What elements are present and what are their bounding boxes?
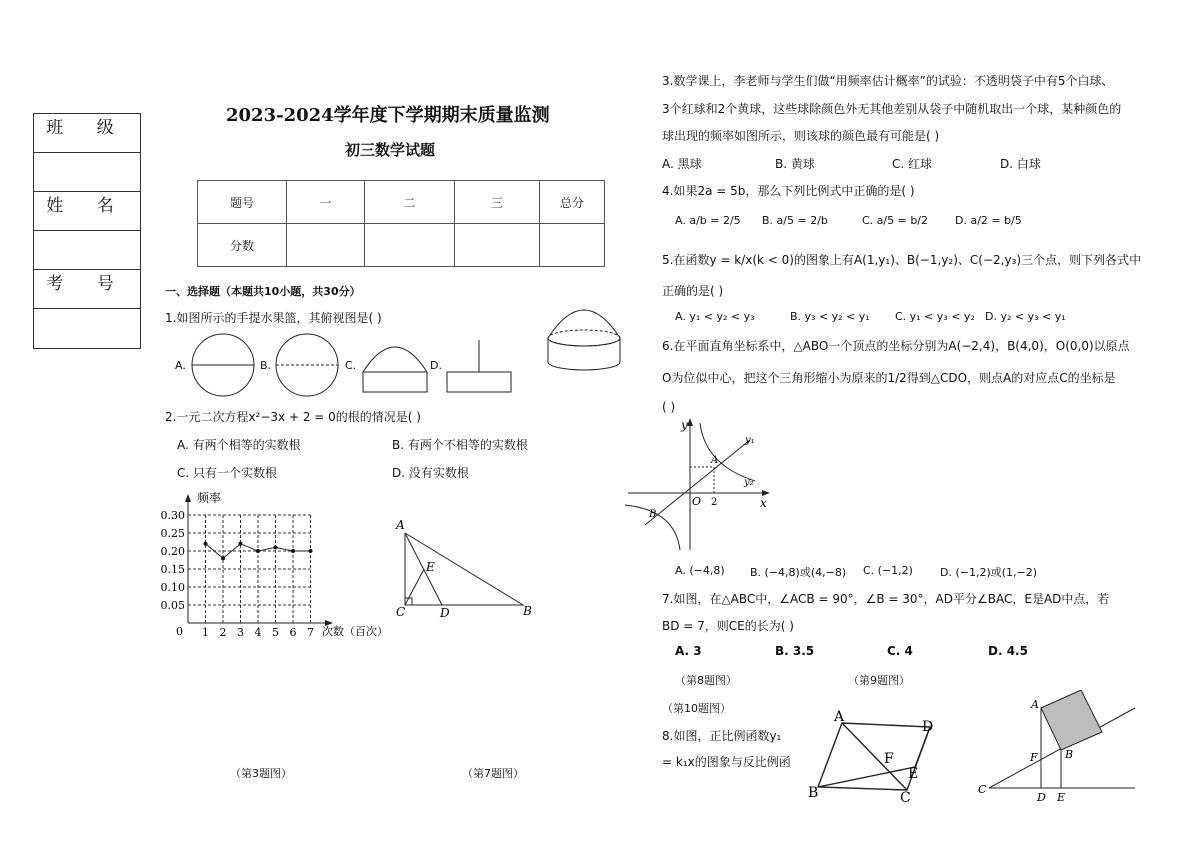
q5-option-d[interactable]: D. y₂ < y₃ < y₁ bbox=[985, 310, 1066, 323]
curve-label: y₁ bbox=[745, 435, 755, 446]
q2-option-a[interactable]: A. 有两个相等的实数根 bbox=[177, 438, 301, 452]
data-point bbox=[256, 549, 260, 553]
fig8-caption: （第8题图） bbox=[675, 674, 737, 687]
score-header-cell: 题号 bbox=[198, 181, 287, 224]
question-8-line2: = k₁x的图象与反比例函 bbox=[662, 755, 791, 769]
fig7-triangle bbox=[390, 515, 540, 620]
data-point bbox=[239, 542, 243, 546]
x-tick-label: 1 bbox=[202, 626, 209, 639]
data-point bbox=[274, 545, 278, 549]
score-header-cell: 一 bbox=[287, 181, 365, 224]
point-label: A bbox=[1031, 698, 1039, 711]
point-label: B bbox=[808, 785, 819, 801]
q3-option-c[interactable]: C. 红球 bbox=[892, 157, 933, 171]
q3-option-b[interactable]: B. 黄球 bbox=[775, 157, 815, 171]
y-axis-label: 频率 bbox=[197, 491, 222, 505]
score-header-cell: 总分 bbox=[540, 181, 605, 224]
point-label: E bbox=[908, 766, 919, 782]
question-3-line2: 3个红球和2个黄球，这些球除颜色外无其他差别从袋子中随机取出一个球，某种颜色的 bbox=[662, 102, 1122, 116]
q4-option-a[interactable]: A. a/b = 2/5 bbox=[675, 214, 741, 227]
question-3-line3: 球出现的频率如图所示，则该球的颜色最有可能是( ) bbox=[662, 129, 940, 143]
q2-option-c[interactable]: C. 只有一个实数根 bbox=[177, 466, 278, 480]
point-label: A bbox=[834, 709, 845, 725]
frequency-chart bbox=[155, 490, 395, 645]
axis-label: y bbox=[681, 418, 688, 432]
fig9-parallelogram bbox=[800, 705, 950, 805]
option-label: A. bbox=[175, 359, 186, 372]
question-4: 4.如果2a = 5b，那么下列比例式中正确的是( ) bbox=[662, 184, 915, 198]
exam-title: 2023-2024学年度下学期期末质量监测 bbox=[226, 105, 550, 126]
point-label: D bbox=[922, 719, 934, 735]
data-point bbox=[309, 549, 313, 553]
score-cell[interactable] bbox=[455, 224, 540, 267]
tick-label: 2 bbox=[711, 497, 718, 508]
y-axis-arrow bbox=[185, 494, 191, 502]
x-tick-label: 5 bbox=[272, 626, 279, 639]
option-label: D. bbox=[430, 359, 442, 372]
question-3-line1: 3.数学课上，李老师与学生们做“用频率估计概率”的试验：不透明袋子中有5个白球、 bbox=[662, 74, 1114, 88]
fruit-basket-figure bbox=[540, 302, 632, 374]
x-tick-label: 3 bbox=[237, 626, 244, 639]
section-heading: 一、选择题（本题共10小题，共30分） bbox=[165, 285, 361, 298]
origin-label: 0 bbox=[176, 625, 183, 638]
question-5-line1: 5.在函数y = k/x(k < 0)的图象上有A(1,y₁)、B(−1,y₂)、C(−2,y₃)三个点，则下列各式中 bbox=[662, 253, 1142, 267]
x-tick-label: 4 bbox=[254, 626, 262, 639]
name-field[interactable] bbox=[34, 231, 140, 270]
q7-option-b[interactable]: B. 3.5 bbox=[775, 644, 815, 658]
point-label: B bbox=[1065, 748, 1074, 761]
question-1: 1.如图所示的手提水果篮，其俯视图是( ) bbox=[165, 311, 382, 325]
question-7-line2: BD = 7，则CE的长为( ) bbox=[662, 619, 794, 633]
point-label: B bbox=[523, 604, 532, 618]
y-tick-label: 0.05 bbox=[160, 599, 185, 612]
y-tick-label: 0.15 bbox=[160, 563, 185, 576]
score-cell[interactable] bbox=[365, 224, 455, 267]
question-6-line1: 6.在平面直角坐标系中，△ABO一个顶点的坐标分别为A(−2,4)，B(4,0)，O(0,0)以原点 bbox=[662, 339, 1130, 353]
data-point bbox=[221, 556, 225, 560]
student-info-box bbox=[33, 113, 141, 349]
id-field[interactable] bbox=[34, 309, 140, 347]
q7-option-c[interactable]: C. 4 bbox=[887, 644, 913, 658]
name-label: 姓 名 bbox=[34, 192, 140, 231]
q3-option-d[interactable]: D. 白球 bbox=[1000, 157, 1041, 171]
score-header-cell: 三 bbox=[455, 181, 540, 224]
question-7-line1: 7.如图，在△ABC中，∠ACB = 90°，∠B = 30°，AD平分∠BAC，E是AD中点，若 bbox=[662, 592, 1110, 606]
point-label: C bbox=[900, 790, 911, 805]
q2-option-d[interactable]: D. 没有实数根 bbox=[392, 466, 469, 480]
fig10-incline-figure bbox=[975, 690, 1140, 805]
point-label: F bbox=[1030, 751, 1038, 764]
y-tick-label: 0.10 bbox=[160, 581, 185, 594]
score-row-label: 分数 bbox=[198, 224, 287, 267]
x-tick-label: 7 bbox=[307, 626, 314, 639]
point-label: C bbox=[978, 783, 987, 796]
point-label: D bbox=[1037, 791, 1046, 804]
q4-option-b[interactable]: B. a/5 = 2/b bbox=[762, 214, 828, 227]
class-field[interactable] bbox=[34, 153, 140, 192]
q5-option-b[interactable]: B. y₃ < y₂ < y₁ bbox=[790, 310, 870, 323]
question-6-line2: O为位似中心，把这个三角形缩小为原来的1/2得到△CDO，则点A的对应点C的坐标是 bbox=[662, 371, 1116, 385]
data-point bbox=[204, 542, 208, 546]
point-label: E bbox=[426, 560, 435, 574]
question-5-line2: 正确的是( ) bbox=[662, 284, 724, 298]
fig3-caption: （第3题图） bbox=[230, 767, 292, 780]
score-header-cell: 二 bbox=[365, 181, 455, 224]
x-tick-label: 2 bbox=[219, 626, 227, 639]
point-label: A bbox=[396, 518, 405, 532]
point-label: A bbox=[711, 455, 719, 466]
x-axis-label: 次数（百次） bbox=[322, 625, 388, 638]
option-label: B. bbox=[260, 359, 272, 372]
y-tick-label: 0.30 bbox=[160, 509, 185, 522]
curve-label: y₂ bbox=[744, 477, 754, 488]
axis-label: x bbox=[760, 496, 767, 510]
q7-option-d[interactable]: D. 4.5 bbox=[988, 644, 1028, 658]
id-label: 考 号 bbox=[34, 270, 140, 309]
point-label: D bbox=[440, 606, 450, 620]
exam-subtitle: 初三数学试题 bbox=[345, 141, 436, 159]
fig8-function-graph bbox=[625, 415, 775, 555]
score-cell[interactable] bbox=[287, 224, 365, 267]
q6-option-c[interactable]: C. (−1,2) bbox=[863, 564, 913, 577]
x-tick-label: 6 bbox=[289, 626, 297, 639]
data-point bbox=[291, 549, 295, 553]
option-label: C. bbox=[345, 359, 357, 372]
q4-option-d[interactable]: D. a/2 = b/5 bbox=[955, 214, 1022, 227]
fig10-caption: （第10题图） bbox=[662, 702, 731, 715]
score-cell[interactable] bbox=[540, 224, 605, 267]
question-8-line1: 8.如图，正比例函数y₁ bbox=[662, 729, 782, 743]
question-6-line3: ( ) bbox=[662, 400, 676, 414]
score-table bbox=[197, 180, 605, 267]
q6-option-a[interactable]: A. (−4,8) bbox=[675, 564, 725, 577]
fig7-caption: （第7题图） bbox=[462, 767, 524, 780]
y-tick-label: 0.20 bbox=[160, 545, 185, 558]
q7-option-a[interactable]: A. 3 bbox=[675, 644, 702, 658]
point-label: E bbox=[1057, 791, 1066, 804]
y-tick-label: 0.25 bbox=[160, 527, 185, 540]
point-label: C bbox=[396, 605, 406, 619]
q6-option-d[interactable]: D. (−1,2)或(1,−2) bbox=[940, 566, 1038, 579]
q4-option-c[interactable]: C. a/5 = b/2 bbox=[862, 214, 929, 227]
q5-option-a[interactable]: A. y₁ < y₂ < y₃ bbox=[675, 310, 755, 323]
q3-option-a[interactable]: A. 黑球 bbox=[662, 157, 702, 171]
q5-option-c[interactable]: C. y₁ < y₃ < y₂ bbox=[895, 310, 975, 323]
fig9-caption: （第9题图） bbox=[848, 674, 910, 687]
question-2: 2.一元二次方程x²−3x + 2 = 0的根的情况是( ) bbox=[165, 410, 421, 424]
class-label: 班 级 bbox=[34, 114, 140, 153]
point-label: B bbox=[649, 509, 657, 520]
q2-option-b[interactable]: B. 有两个不相等的实数根 bbox=[392, 438, 528, 452]
origin-label: O bbox=[692, 495, 702, 508]
point-label: F bbox=[884, 751, 894, 767]
q6-option-b[interactable]: B. (−4,8)或(4,−8) bbox=[750, 566, 847, 579]
